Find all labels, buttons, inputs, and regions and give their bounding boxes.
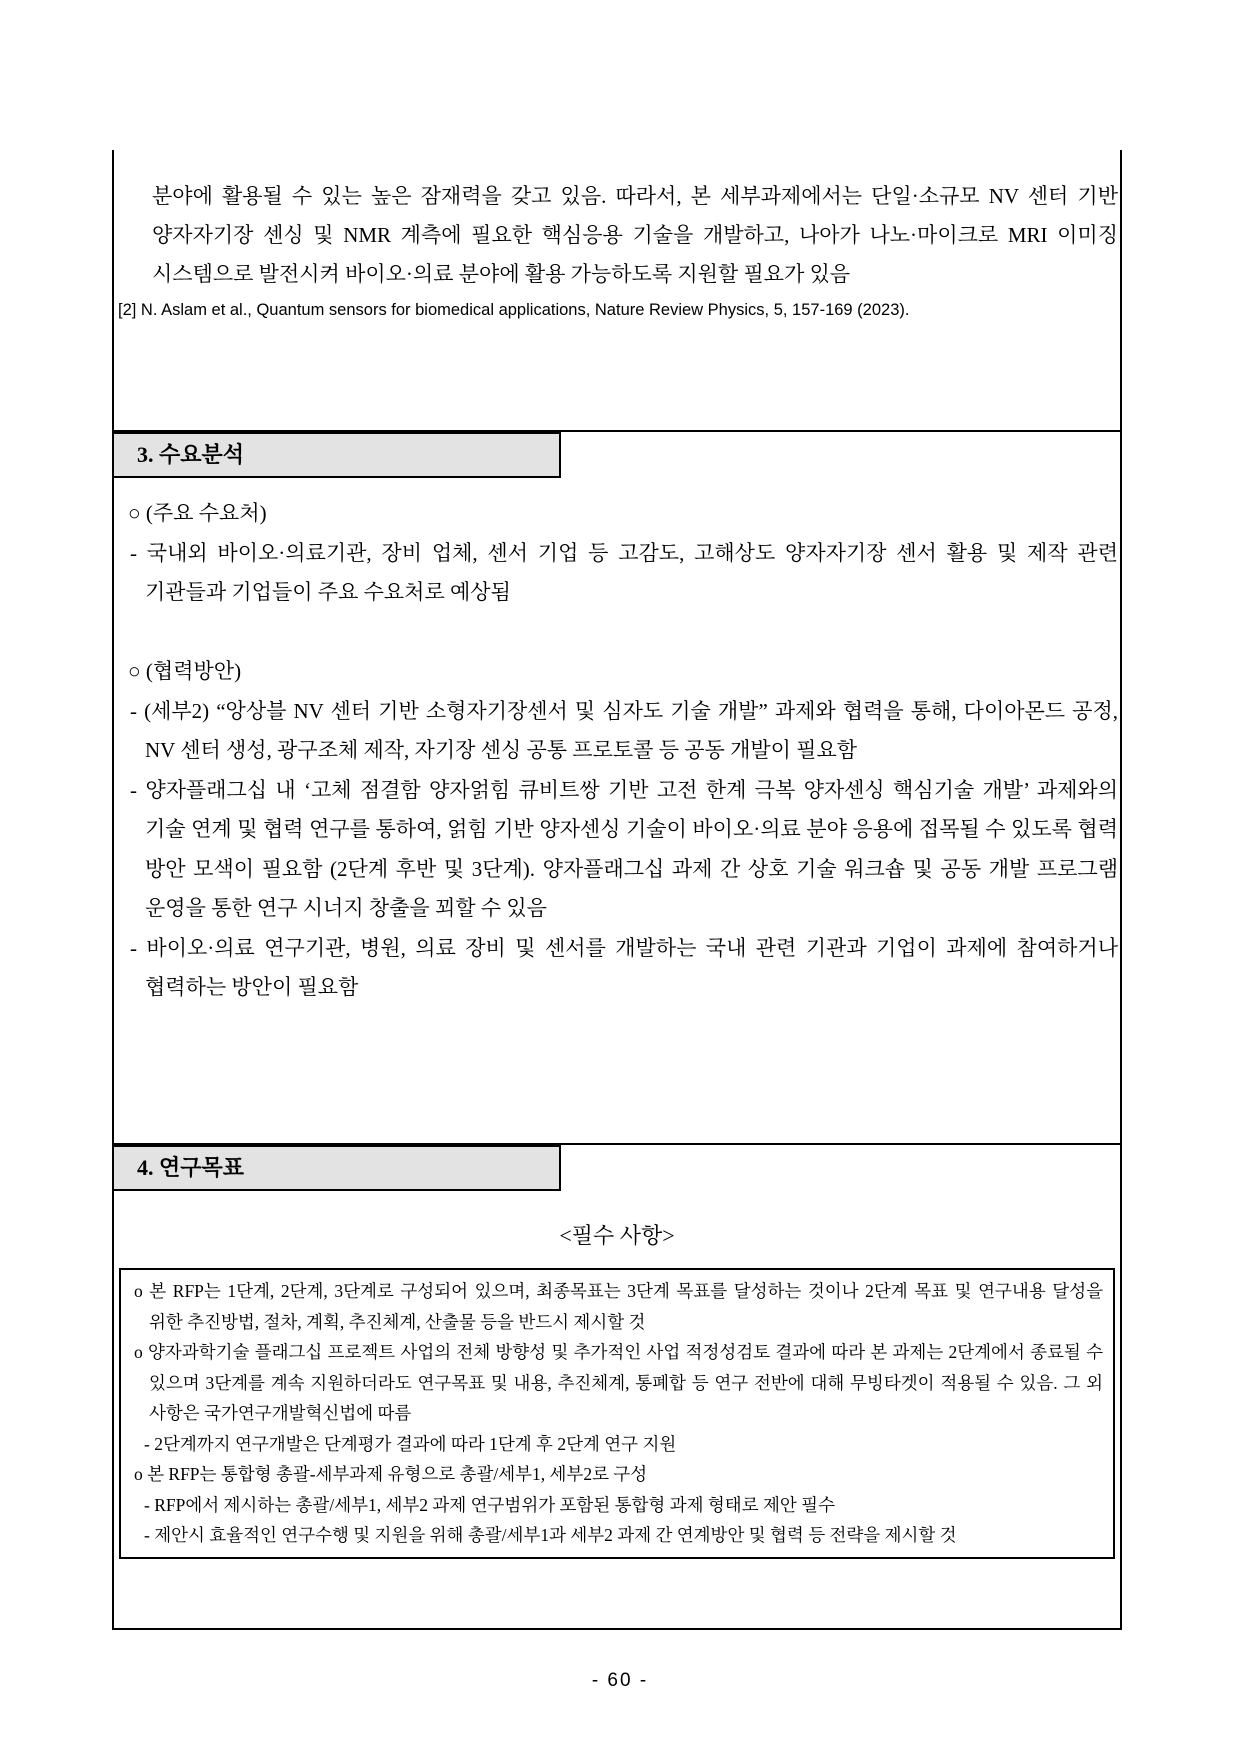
section3-header: [114, 432, 561, 478]
required-item: o 본 RFP는 통합형 총괄-세부과제 유형으로 총괄/세부1, 세부2로 구성: [134, 1464, 648, 1484]
blank-line: [114, 613, 1118, 653]
content-frame: [112, 150, 1122, 1630]
demand-group-heading: ○ (주요 수요처): [128, 501, 267, 525]
section3-header-label: 3. 수요분석: [137, 442, 245, 467]
section3-area: [114, 432, 1120, 1145]
required-item: - RFP에서 제시하는 총괄/세부1, 세부2 과제 연구범위가 포함된 통합형 과제 형태로 제안 필수: [144, 1494, 835, 1515]
section3-body: [114, 478, 1120, 1008]
demand-item: - 국내외 바이오·의료기관, 장비 업체, 센서 기업 등 고감도, 고해상도 양자자기장 센서 활용 및 제작 관련 기관들과 기업들이 주요 수요처로 예상됨: [130, 540, 1118, 604]
required-box: [119, 1268, 1115, 1559]
required-item: o 양자과학기술 플래그십 프로젝트 사업의 전체 방향성 및 추가적인 사업 적정성검토 결과에 따라 본 과제는 2단계에서 종료될 수 있으며 3단계를 계속 지원하더라도 연구목표 및 내용, 추진체계, 통폐합 등 연구 전반에 대해 무빙타겟이 적용될 수 있음. 그 외 사항은 국가연구개발혁신법에 따름: [134, 1342, 1103, 1423]
reference-line: [2] N. Aslam et al., Quantum sensors for biomedical applications, Nature Review Physics, 5, 157-169 (2023).: [118, 301, 910, 319]
continuation-cell: [114, 150, 1120, 432]
required-item: o 본 RFP는 1단계, 2단계, 3단계로 구성되어 있으며, 최종목표는 3단계 목표를 달성하는 것이나 2단계 목표 및 연구내용 달성을 위한 추진방법, 절차, 계획, 추진체계, 산출물 등을 반드시 제시할 것: [134, 1281, 1104, 1332]
required-item: - 제안시 효율적인 연구수행 및 지원을 위해 총괄/세부1과 세부2 과제 간 연계방안 및 협력 등 전략을 제시할 것: [144, 1525, 957, 1545]
section4-area: [114, 1145, 1120, 1630]
required-item: - 2단계까지 연구개발은 단계평가 결과에 따라 1단계 후 2단계 연구 지원: [144, 1433, 677, 1454]
cooperation-group-heading: ○ (협력방안): [128, 659, 242, 683]
cooperation-item: - 바이오·의료 연구기관, 병원, 의료 장비 및 센서를 개발하는 국내 관련 기관과 기업이 과제에 참여하거나 협력하는 방안이 필요함: [130, 935, 1118, 999]
continuation-paragraph: 분야에 활용될 수 있는 높은 잠재력을 갖고 있음. 따라서, 본 세부과제에서는 단일·소규모 NV 센터 기반 양자자기장 센싱 및 NMR 계측에 필요한 핵심응용 기술을 개발하고, 나아가 나노·마이크로 MRI 이미징 시스템으로 발전시켜 바이오·의료 분야에 활용 가능하도록 지원할 필요가 있음: [152, 184, 1118, 286]
section4-header: [114, 1145, 561, 1191]
cooperation-item: - 양자플래그십 내 ‘고체 점결함 양자얽힘 큐비트쌍 기반 고전 한계 극복 양자센싱 핵심기술 개발’ 과제와의 기술 연계 및 협력 연구를 통하여, 얽힘 기반 양자센싱 기술이 바이오·의료 분야 응용에 접목될 수 있도록 협력 방안 모색이 필요함 (2단계 후반 및 3단계). 양자플래그십 과제 간 상호 기술 워크숍 및 공동 개발 프로그램 운영을 통한 연구 시너지 창출을 꾀할 수 있음: [130, 777, 1118, 920]
page-number: - 60 -: [591, 1670, 649, 1691]
required-title: <필수 사항>: [559, 1223, 675, 1248]
section4-header-label: 4. 연구목표: [137, 1155, 245, 1180]
cooperation-item: - (세부2) “앙상블 NV 센터 기반 소형자기장센서 및 심자도 기술 개발” 과제와 협력을 통해, 다이아몬드 공정, NV 센터 생성, 광구조체 제작, 자기장 센싱 공통 프로토콜 등 공동 개발이 필요함: [130, 698, 1118, 762]
